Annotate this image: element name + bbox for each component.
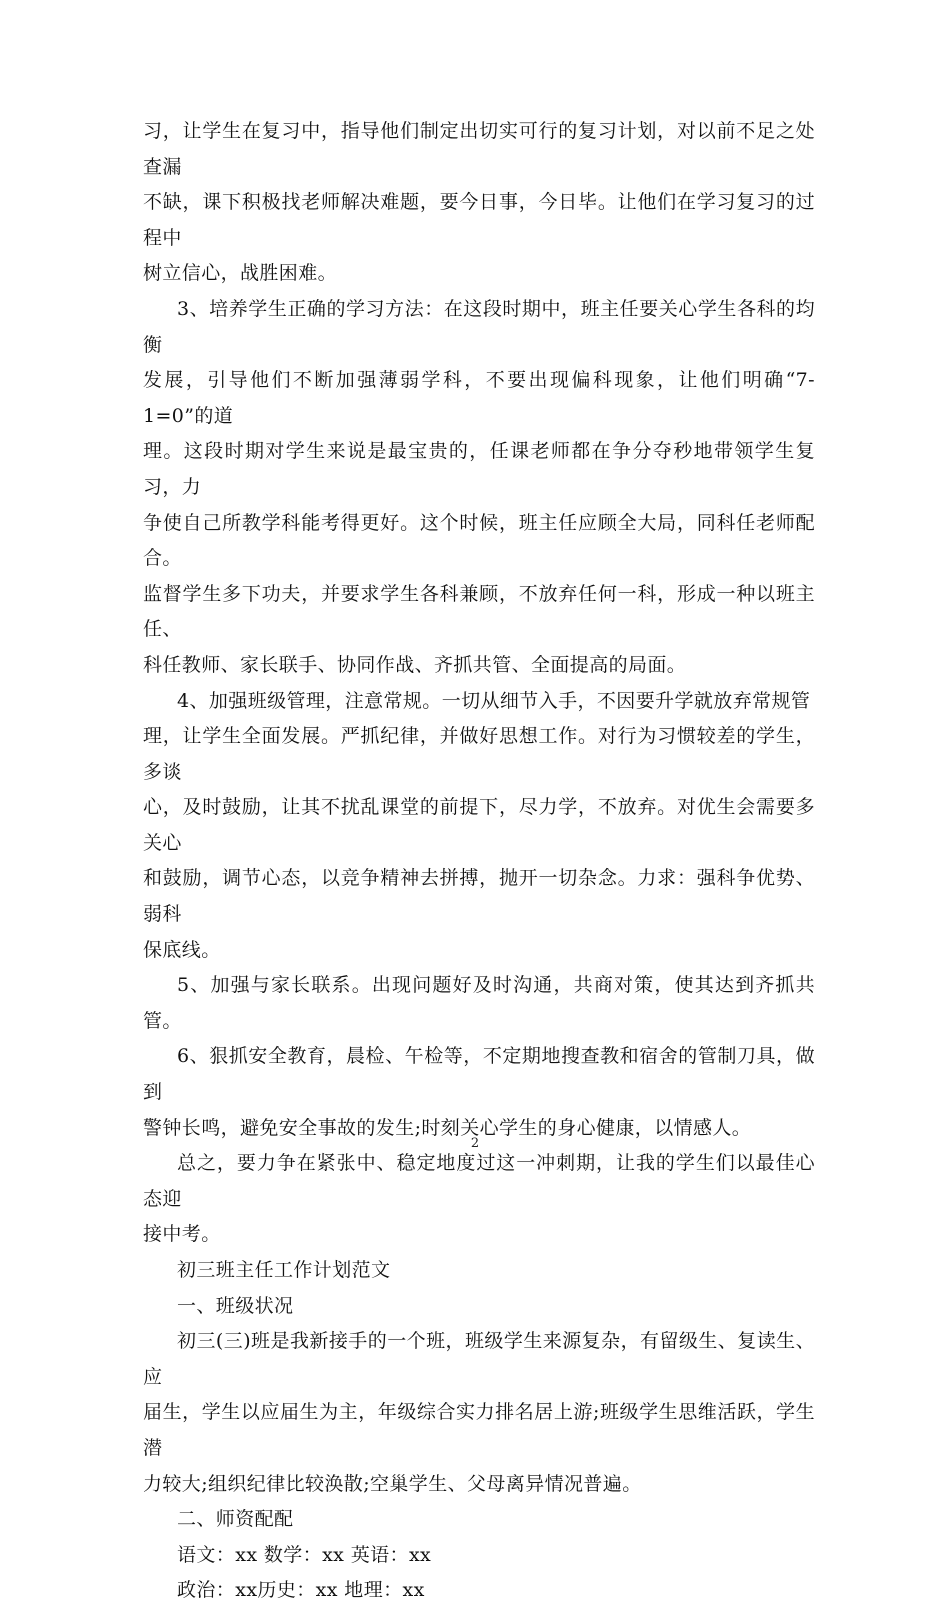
text-line: 初三班主任工作计划范文: [177, 1259, 391, 1281]
text-line: 6、狠抓安全教育，晨检、午检等，不定期地搜查教和宿舍的管制刀具，做到: [143, 1045, 815, 1104]
paragraph-continuation: [143, 114, 815, 292]
text-line: 警钟长鸣，避免安全事故的发生;时刻关心学生的身心健康，以情感人。: [143, 1116, 752, 1139]
text-line: 争使自己所教学科能考得更好。这个时候，班主任应顾全大局，同科任老师配合。: [143, 511, 815, 570]
teacher-list-line: [143, 1573, 815, 1609]
paragraph-item-3: [143, 292, 815, 684]
text-line: 不缺，课下积极找老师解决难题，要今日事，今日毕。让他们在学习复习的过程中: [143, 191, 815, 249]
text-line: 科任教师、家长联手、协同作战、齐抓共管、全面提高的局面。: [143, 653, 687, 676]
paragraph-item-6: [143, 1039, 815, 1146]
paragraph-class-status: [143, 1324, 815, 1502]
page-number: 2: [470, 1136, 480, 1151]
text-line: 一、班级状况: [177, 1294, 294, 1317]
document-body: [143, 114, 815, 1609]
text-line: 树立信心，战胜困难。: [143, 262, 338, 285]
text-line: 接中考。: [143, 1223, 221, 1246]
text-line: 保底线。: [143, 938, 221, 961]
text-line: 初三(三)班是我新接手的一个班，班级学生来源复杂，有留级生、复读生、应: [143, 1330, 815, 1388]
text-line: 发展，引导他们不断加强薄弱学科，不要出现偏科现象，让他们明确“7-1=0”的道: [143, 369, 815, 427]
section-title: [143, 1253, 815, 1289]
text-line: 理。这段时期对学生来说是最宝贵的，任课老师都在争分夺秒地带领学生复习，力: [143, 440, 815, 498]
text-line: 和鼓励，调节心态，以竞争精神去拼搏，抛开一切杂念。力求：强科争优势、弱科: [143, 867, 815, 926]
text-line: 监督学生多下功夫，并要求学生各科兼顾，不放弃任何一科，形成一种以班主任、: [143, 582, 815, 641]
text-line: 理，让学生全面发展。严抓纪律，并做好思想工作。对行为习惯较差的学生，多谈: [143, 725, 815, 783]
section-heading-class-status: [143, 1289, 815, 1325]
text-line: 4、加强班级管理，注意常规。一切从细节入手，不因要升学就放弃常规管: [177, 689, 811, 712]
paragraph-item-4: [143, 684, 815, 969]
text-line: 力较大;组织纪律比较涣散;空巢学生、父母离异情况普遍。: [143, 1472, 642, 1495]
paragraph-item-5: [143, 968, 815, 1039]
text-line: 政治：xx历史：xx 地理：xx: [177, 1579, 425, 1602]
paragraph-summary: [143, 1146, 815, 1253]
text-line: 届生，学生以应届生为主，年级综合实力排名居上游;班级学生思维活跃，学生潜: [143, 1401, 815, 1459]
text-line: 习，让学生在复习中，指导他们制定出切实可行的复习计划，对以前不足之处查漏: [143, 120, 815, 178]
section-heading-teachers: [143, 1502, 815, 1538]
teacher-list-line: [143, 1538, 815, 1574]
text-line: 心，及时鼓励，让其不扰乱课堂的前提下，尽力学，不放弃。对优生会需要多关心: [143, 796, 815, 854]
text-line: 语文：xx 数学：xx 英语：xx: [177, 1543, 432, 1566]
text-line: 3、培养学生正确的学习方法：在这段时期中，班主任要关心学生各科的均衡: [143, 297, 815, 356]
text-line: 总之，要力争在紧张中、稳定地度过这一冲刺期，让我的学生们以最佳心态迎: [143, 1152, 815, 1210]
text-line: 5、加强与家长联系。出现问题好及时沟通，共商对策，使其达到齐抓共管。: [143, 974, 815, 1032]
text-line: 二、师资配配: [177, 1508, 294, 1531]
